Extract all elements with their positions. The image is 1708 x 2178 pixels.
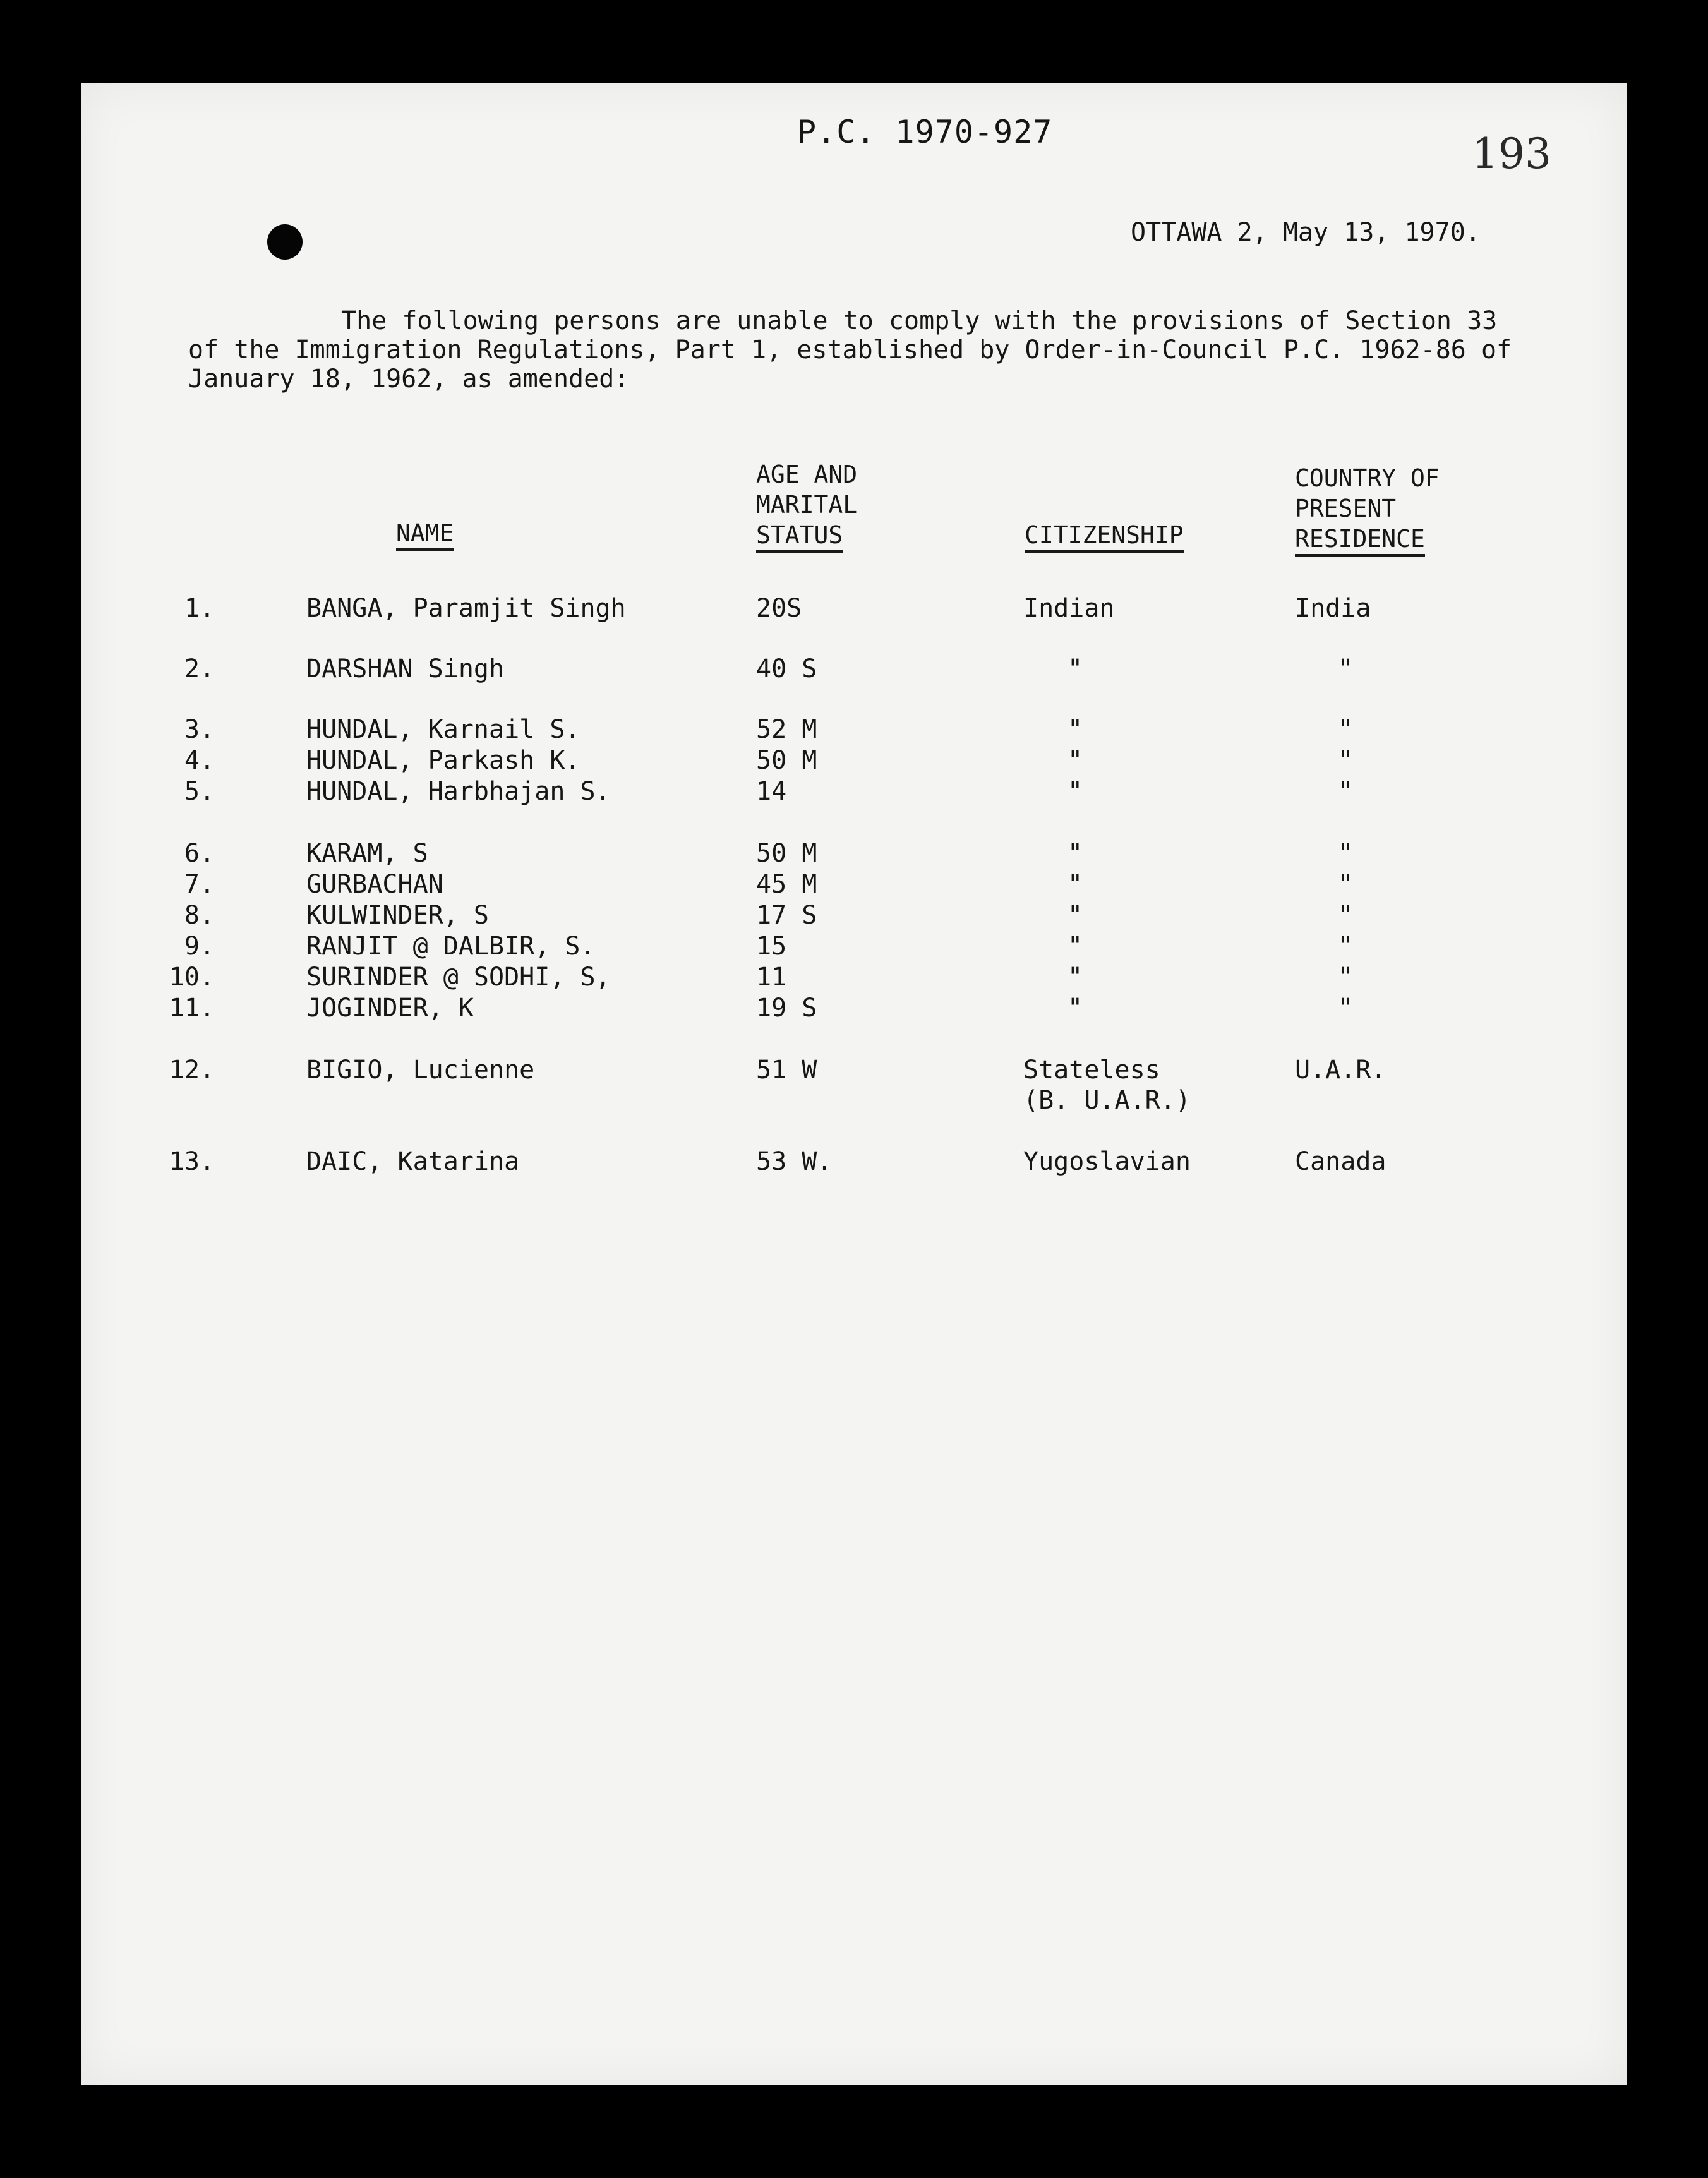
row-number: 1. <box>184 594 215 623</box>
row-number: 3. <box>184 715 215 744</box>
row-residence: " <box>1338 963 1354 992</box>
punch-hole <box>267 224 303 260</box>
row-age-status: 50 M <box>756 746 817 775</box>
row-citizenship: " <box>1068 870 1083 899</box>
row-residence: " <box>1338 777 1354 806</box>
row-age-status: 53 W. <box>756 1147 833 1176</box>
row-residence: " <box>1338 932 1354 961</box>
row-name: BIGIO, Lucienne <box>306 1056 535 1085</box>
row-citizenship: Stateless <box>1023 1056 1160 1085</box>
row-age-status: 19 S <box>756 994 817 1023</box>
row-age-status: 51 W <box>756 1056 817 1085</box>
row-age-status: 50 M <box>756 839 817 868</box>
intro-line: January 18, 1962, as amended: <box>188 364 630 394</box>
row-citizenship: " <box>1068 932 1083 961</box>
row-number: 2. <box>184 654 215 683</box>
row-name: HUNDAL, Parkash K. <box>306 746 580 775</box>
row-name: RANJIT @ DALBIR, S. <box>306 932 596 961</box>
row-residence: India <box>1295 594 1371 623</box>
row-citizenship: " <box>1068 901 1083 930</box>
header-citizenship: CITIZENSHIP <box>1025 520 1184 550</box>
row-citizenship-note: (B. U.A.R.) <box>1023 1086 1191 1115</box>
row-residence: U.A.R. <box>1295 1056 1386 1085</box>
row-number: 13. <box>169 1147 215 1176</box>
order-number: P.C. 1970-927 <box>797 114 1053 150</box>
row-number: 6. <box>184 839 215 868</box>
row-name: BANGA, Paramjit Singh <box>306 594 626 623</box>
intro-line: The following persons are unable to comply with the provisions of Section 33 <box>341 306 1498 335</box>
row-number: 10. <box>169 963 215 992</box>
row-name: GURBACHAN <box>306 870 443 899</box>
row-age-status: 40 S <box>756 654 817 683</box>
row-residence: " <box>1338 994 1354 1023</box>
row-number: 4. <box>184 746 215 775</box>
page-number: 193 <box>1472 129 1551 178</box>
row-name: DAIC, Katarina <box>306 1147 520 1176</box>
row-citizenship: Indian <box>1023 594 1115 623</box>
row-residence: " <box>1338 654 1354 683</box>
row-name: SURINDER @ SODHI, S, <box>306 963 611 992</box>
row-number: 11. <box>169 994 215 1023</box>
row-number: 9. <box>184 932 215 961</box>
row-age-status: 52 M <box>756 715 817 744</box>
row-residence: " <box>1338 870 1354 899</box>
row-age-status: 11 <box>756 963 787 992</box>
row-age-status: 45 M <box>756 870 817 899</box>
row-citizenship: Yugoslavian <box>1023 1147 1191 1176</box>
header-name: NAME <box>396 518 454 548</box>
row-citizenship: " <box>1068 839 1083 868</box>
row-age-status: 17 S <box>756 901 817 930</box>
row-number: 5. <box>184 777 215 806</box>
row-residence: " <box>1338 901 1354 930</box>
row-citizenship: " <box>1068 777 1083 806</box>
row-age-status: 14 <box>756 777 787 806</box>
row-citizenship: " <box>1068 994 1083 1023</box>
header-country-of-residence: COUNTRY OF PRESENT RESIDENCE <box>1295 463 1440 554</box>
row-name: JOGINDER, K <box>306 994 474 1023</box>
row-citizenship: " <box>1068 746 1083 775</box>
row-name: HUNDAL, Harbhajan S. <box>306 777 611 806</box>
row-number: 8. <box>184 901 215 930</box>
row-citizenship: " <box>1068 654 1083 683</box>
row-residence: " <box>1338 839 1354 868</box>
row-residence: " <box>1338 746 1354 775</box>
row-citizenship: " <box>1068 715 1083 744</box>
date-line: OTTAWA 2, May 13, 1970. <box>1131 218 1481 247</box>
header-age-marital-status: AGE AND MARITAL STATUS <box>756 459 857 550</box>
row-citizenship: " <box>1068 963 1083 992</box>
row-name: HUNDAL, Karnail S. <box>306 715 580 744</box>
row-residence: Canada <box>1295 1147 1386 1176</box>
row-residence: " <box>1338 715 1354 744</box>
intro-line: of the Immigration Regulations, Part 1, established by Order-in-Council P.C. 1962-86 of <box>188 335 1512 364</box>
row-name: KARAM, S <box>306 839 428 868</box>
row-age-status: 15 <box>756 932 787 961</box>
row-name: DARSHAN Singh <box>306 654 505 683</box>
row-age-status: 20S <box>756 594 802 623</box>
row-name: KULWINDER, S <box>306 901 489 930</box>
row-number: 12. <box>169 1056 215 1085</box>
row-number: 7. <box>184 870 215 899</box>
